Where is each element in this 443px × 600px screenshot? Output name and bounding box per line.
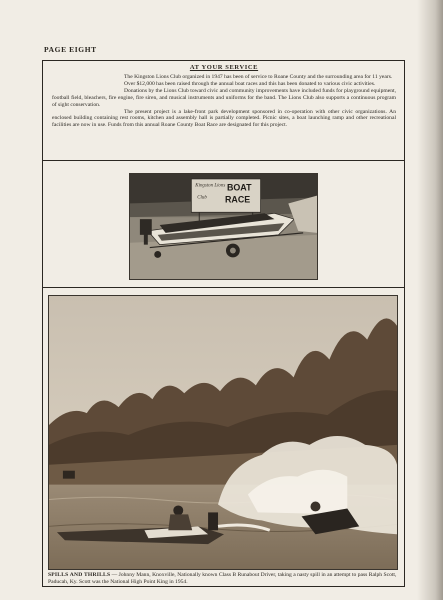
svg-text:BOAT: BOAT <box>226 182 252 193</box>
photo-caption <box>48 572 400 586</box>
article-at-your-service <box>52 64 396 129</box>
caption-text: — Johnny Mann, Knoxville, Nationally known Class B Runabout Driver, taking a nasty spill in an attempt to pass Ralph Scott, Paducah, Ky. Scott was the National High Point King in 1954. <box>48 572 397 585</box>
page-edge-shadow <box>417 0 443 600</box>
page-number-label: PAGE EIGHT <box>44 45 97 54</box>
article-paragraph-2: Over $12,000 has been raised through the annual boat races and this has been donated to various civic activities. <box>124 80 376 87</box>
article-paragraph-3: Donations by the Lions Club toward civic and community improvements have included funds for playground equipment, football field, bleachers, fire engine, fire siren, and musical instruments and uniforms for the band. The Lions Club also supports a continuous program of sight conservation. <box>52 87 396 108</box>
photo-boat-on-trailer <box>129 173 318 280</box>
article-paragraph-1: The Kingston Lions Club organized in 1947 has been of service to Roane County and the surrounding area for 11 years. <box>124 74 393 80</box>
svg-text:Club: Club <box>197 195 207 201</box>
article-paragraph-4: The present project is a lake-front park development sponsored in co-operation with other civic organizations. An enclosed building containing rest rooms, kitchen and assembly hall is partially completed. Picnic sites, a boat launching ramp and other recreational facilities are now in use. Funds from this annual Roane County Boat Race are designated for this project. <box>52 108 396 129</box>
divider-after-photo <box>42 287 405 288</box>
boat-trailer-illustration <box>130 174 317 279</box>
article-title: AT YOUR SERVICE <box>189 64 259 71</box>
photo-spills-and-thrills <box>48 295 398 570</box>
boat-race-illustration <box>49 296 397 569</box>
divider-after-article <box>42 160 405 161</box>
svg-text:Kingston Lions: Kingston Lions <box>195 183 226 189</box>
svg-text:RACE: RACE <box>224 194 251 205</box>
caption-lead: SPILLS AND THRILLS <box>48 572 111 578</box>
